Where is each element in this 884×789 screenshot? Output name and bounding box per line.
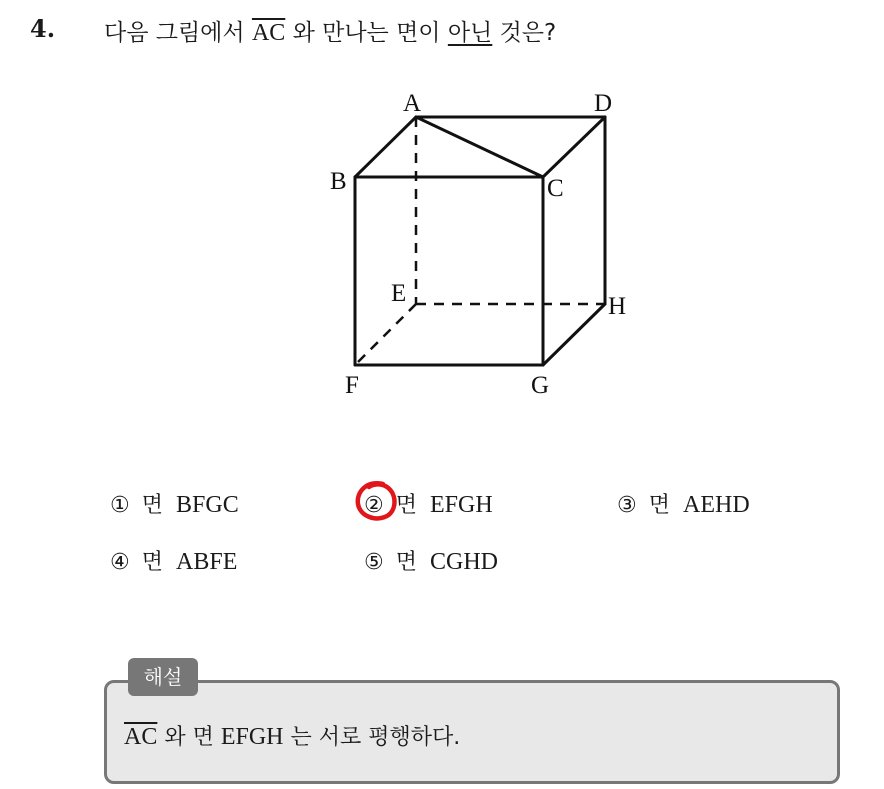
vertex-d-label: D <box>594 90 613 117</box>
question-middle: 와 만나는 면이 <box>292 20 441 46</box>
choice-1-name: BFGC <box>176 492 239 518</box>
solution-text-1: 와 면 <box>164 725 214 750</box>
question-suffix: 것은? <box>499 20 557 46</box>
choice-1-mark: ① <box>110 493 130 518</box>
choice-5-name: CGHD <box>430 549 499 575</box>
choice-4-mark: ④ <box>110 550 130 575</box>
edge-gh <box>543 304 605 365</box>
choice-3[interactable] <box>617 488 750 519</box>
choice-5-face: 면 <box>395 550 417 575</box>
edge-ab <box>355 117 416 177</box>
choice-3-face: 면 <box>648 493 670 518</box>
vertex-c-label: C <box>547 175 564 202</box>
solution-face: EFGH <box>220 724 284 750</box>
choice-3-name: AEHD <box>683 492 750 518</box>
diagonal-ac <box>416 117 543 177</box>
choice-2-mark: ② <box>364 493 384 518</box>
choice-2-face: 면 <box>395 493 417 518</box>
solution-tag: 해설 <box>128 658 198 696</box>
choice-5[interactable] <box>364 545 498 576</box>
choice-4-name: ABFE <box>176 549 238 575</box>
choice-2-name: EFGH <box>430 492 493 518</box>
vertex-e-label: E <box>391 280 407 307</box>
choice-4[interactable] <box>110 545 237 576</box>
question-prefix: 다음 그림에서 <box>104 20 245 46</box>
solution-text-2: 는 서로 평행하다. <box>290 725 461 750</box>
edge-ef-hidden <box>355 304 416 365</box>
solution-text <box>124 720 460 751</box>
vertex-f-label: F <box>345 372 359 399</box>
question-emphasis: 아닌 <box>447 20 493 46</box>
answer-circle-mark <box>353 478 399 524</box>
choice-3-mark: ③ <box>617 493 637 518</box>
choice-5-mark: ⑤ <box>364 550 384 575</box>
segment-label: $\overline{AC}$ <box>251 20 286 46</box>
choice-1-face: 면 <box>141 493 163 518</box>
vertex-a-label: A <box>403 90 422 117</box>
choice-1[interactable] <box>110 488 239 519</box>
solution-segment: $\overline{AC}$ <box>124 724 158 750</box>
vertex-h-label: H <box>608 293 627 320</box>
choice-4-face: 면 <box>141 550 163 575</box>
vertex-g-label: G <box>531 372 550 399</box>
vertex-b-label: B <box>330 168 347 195</box>
question-number: 4. <box>30 14 56 43</box>
edge-dc <box>543 117 605 177</box>
